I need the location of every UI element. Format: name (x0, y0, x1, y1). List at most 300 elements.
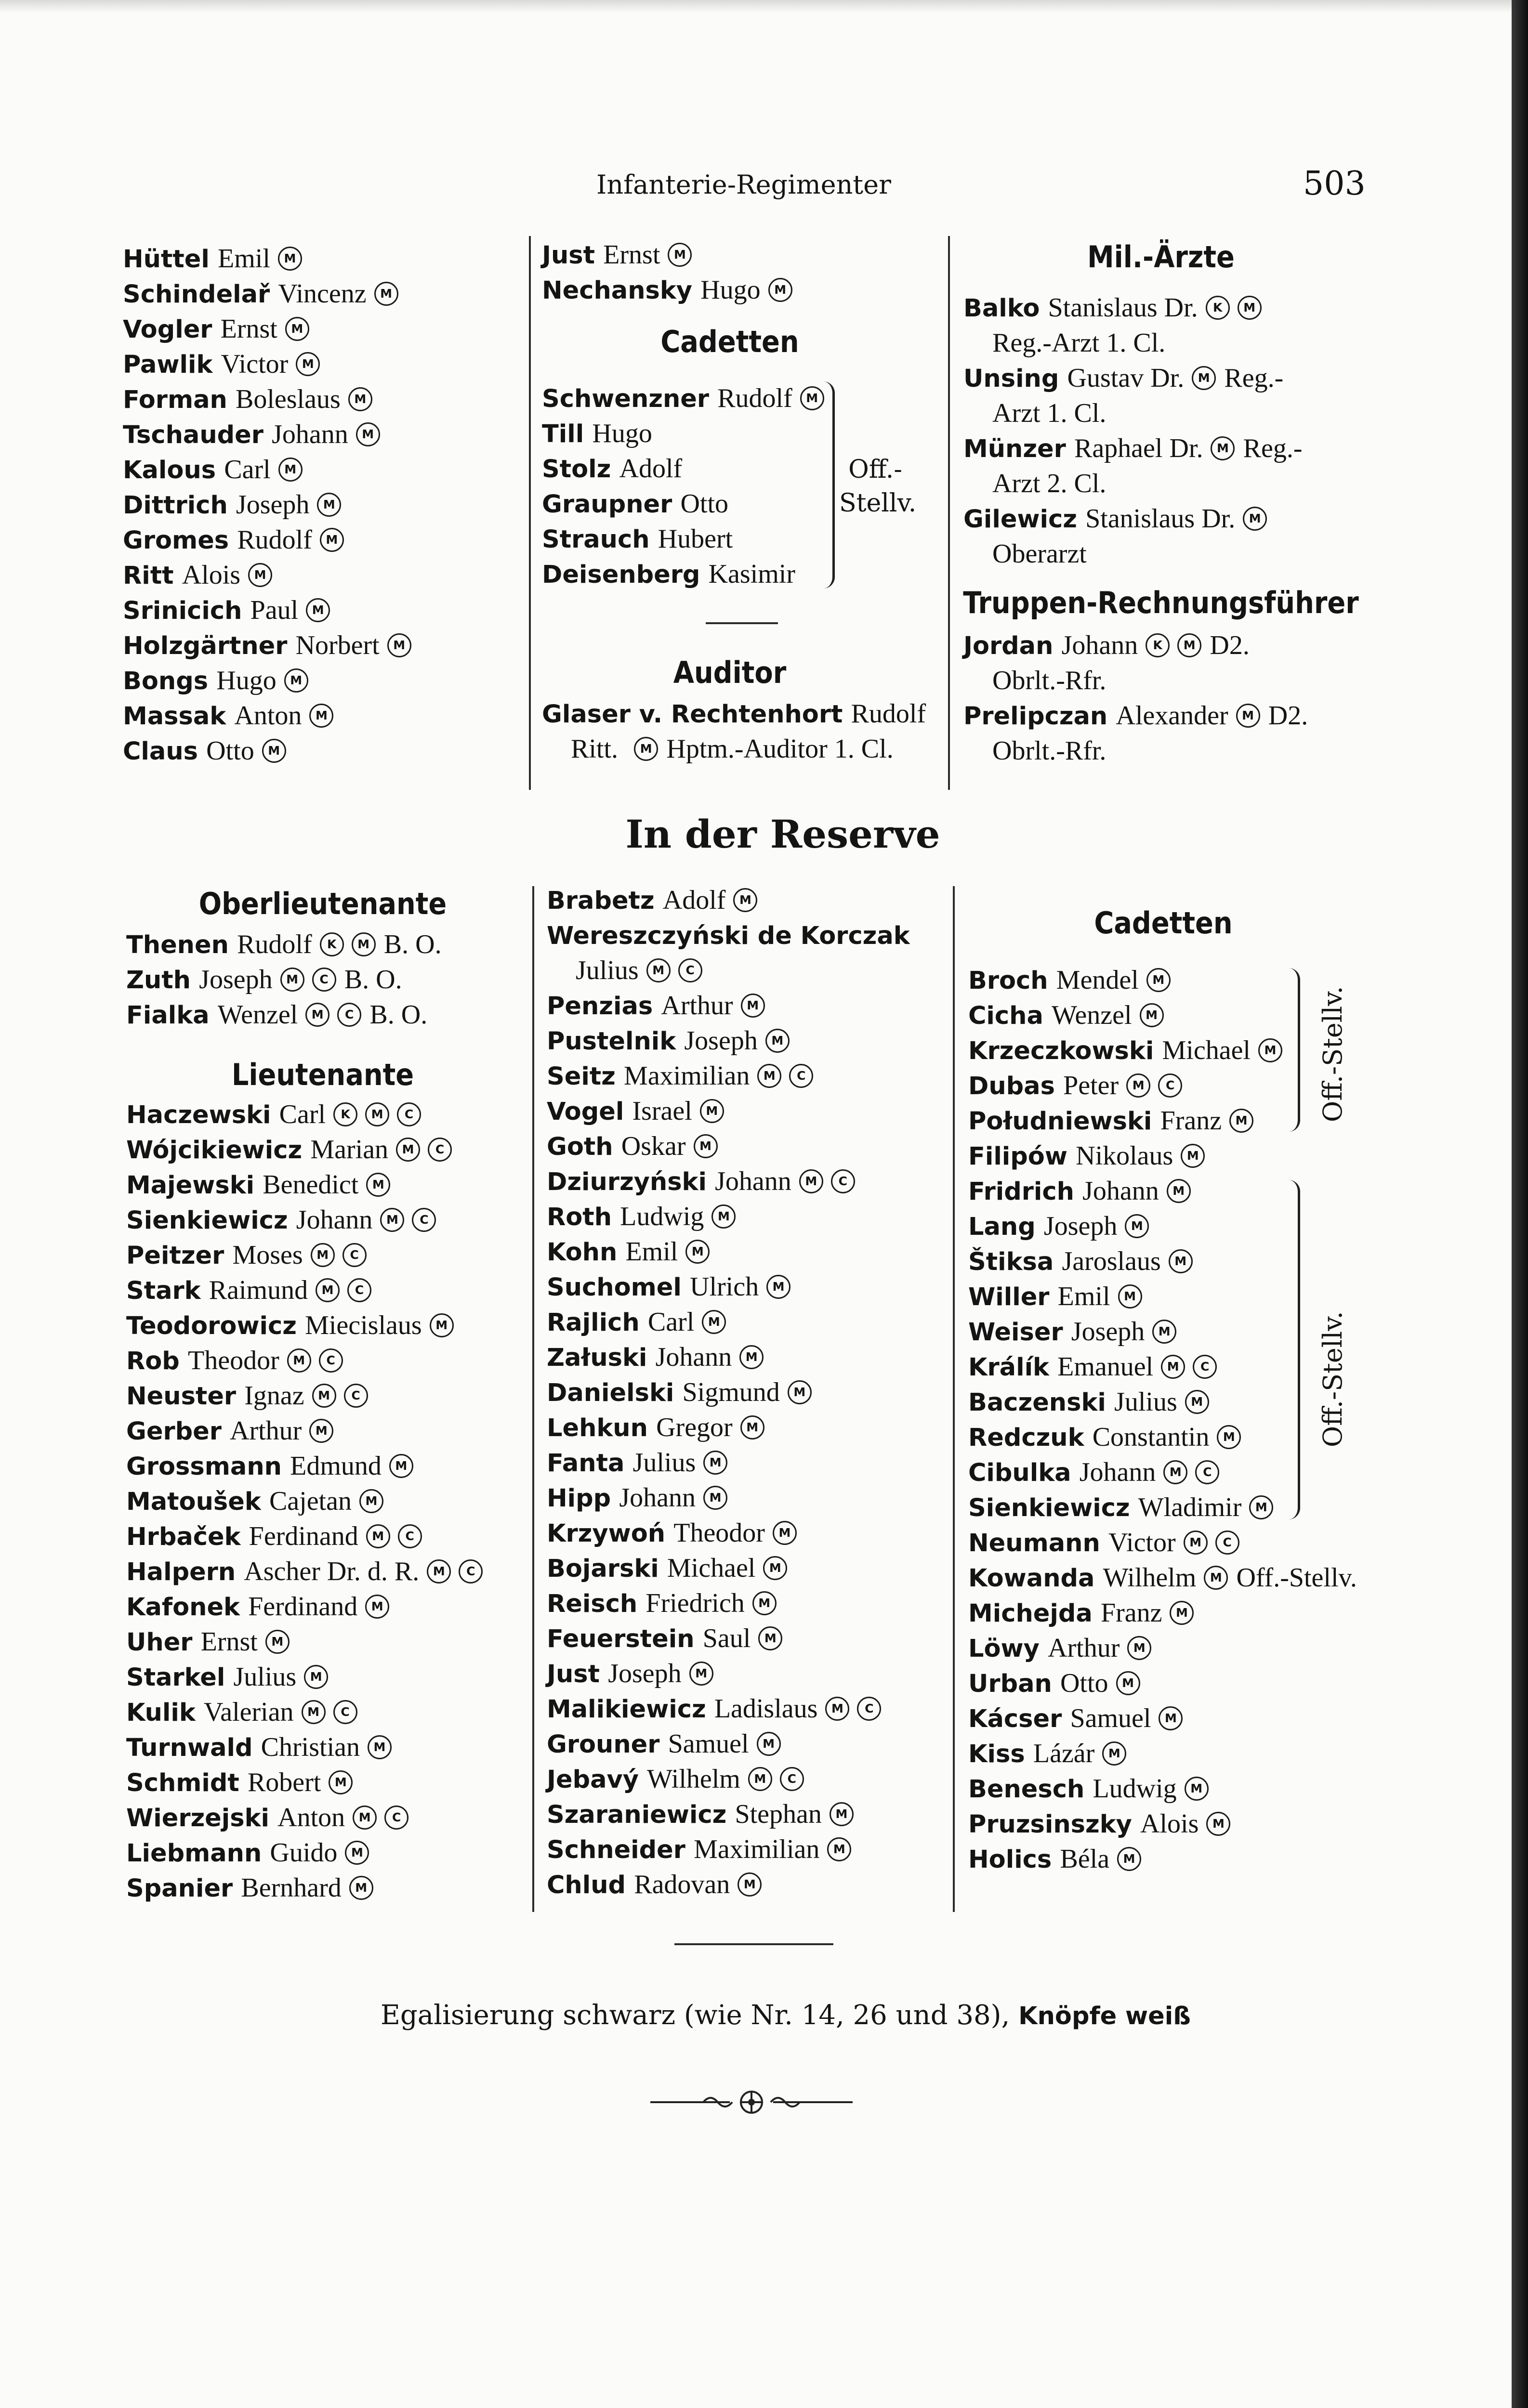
column-rule (532, 886, 534, 1912)
list-item (123, 487, 411, 522)
decoration-c-icon: C (831, 1169, 855, 1193)
list-item (126, 1378, 483, 1413)
decoration-m-icon: M (1229, 1109, 1253, 1133)
decoration-m-icon: M (694, 1134, 718, 1158)
decoration-m-icon: M (766, 1275, 790, 1299)
running-head: Infanterie-Regimenter (596, 170, 891, 200)
decoration-c-icon: C (333, 1700, 357, 1724)
entry-surname: Schneider (547, 1836, 685, 1864)
entry-surname: Sienkiewicz (126, 1206, 288, 1235)
entry-surname: Štiksa (968, 1248, 1054, 1276)
entry-given-name: Vincenz (278, 279, 367, 309)
decoration-m-icon: M (1204, 1566, 1228, 1590)
list-item (547, 1867, 910, 1902)
entry-surname: Ritt (123, 562, 174, 590)
list-item (126, 1308, 483, 1343)
list-item (968, 1665, 1357, 1701)
entry-surname: Załuski (547, 1344, 647, 1372)
list-item (547, 882, 910, 917)
entry-surname: Kácser (968, 1705, 1062, 1733)
brace-off-stellv (814, 381, 835, 589)
auditor-rank-post: Hptm.-Auditor 1. Cl. (666, 734, 894, 764)
entry-surname: Baczenski (968, 1388, 1106, 1417)
decoration-m-icon: M (296, 352, 320, 376)
rechnungsfuehrer-list (963, 628, 1308, 768)
entry-given-name: Victor (1108, 1528, 1176, 1557)
entry-given-name: Ferdinand (248, 1592, 358, 1622)
entry-given-name: Arthur (230, 1416, 302, 1446)
cadetten-heading: Cadetten (660, 324, 799, 359)
list-item-continuation (547, 953, 910, 988)
decoration-m-icon: M (827, 1837, 851, 1861)
entry-surname: Michejda (968, 1599, 1093, 1628)
entry-given-name: Friedrich (645, 1588, 745, 1618)
entry-surname: Redczuk (968, 1424, 1084, 1452)
entry-surname: Szaraniewicz (547, 1801, 727, 1829)
list-item (547, 1656, 910, 1691)
list-item (126, 1589, 483, 1624)
decoration-m-icon: M (711, 1204, 736, 1229)
entry-surname: Just (547, 1660, 600, 1688)
decoration-m-icon: M (285, 317, 309, 341)
entry-given-name: Franz (1160, 1106, 1222, 1136)
entry-given-name: Ferdinand (249, 1521, 358, 1551)
entry-surname: Fridrich (968, 1178, 1074, 1206)
list-item (547, 1585, 910, 1621)
entry-surname: Krzeczkowski (968, 1037, 1154, 1065)
auditor-line1 (542, 696, 926, 731)
entry-surname: Goth (547, 1133, 613, 1161)
entry-surname: Massak (123, 702, 226, 731)
decoration-m-icon: M (825, 1697, 849, 1721)
decoration-c-icon: C (344, 1384, 368, 1408)
entry-given-name: Bernhard (241, 1873, 342, 1903)
entry-surname: Starkel (126, 1663, 225, 1692)
decoration-m-icon: M (1211, 436, 1235, 460)
decoration-m-icon: M (702, 1310, 726, 1334)
entry-given-name: Wilhelm (647, 1764, 740, 1794)
entry-given-name: Ludwig (620, 1202, 704, 1231)
decoration-m-icon: M (1117, 1847, 1141, 1871)
entry-given-name: Raimund (209, 1275, 308, 1305)
decoration-m-icon: M (304, 1665, 328, 1689)
decoration-m-icon: M (1243, 507, 1267, 531)
entry-surname: Majewski (126, 1171, 255, 1200)
entry-given-name: Samuel (1070, 1703, 1151, 1733)
list-item (126, 962, 442, 997)
aerzte-heading: Mil.-Ärzte (1087, 239, 1235, 275)
entry-surname: Peitzer (126, 1242, 224, 1270)
entry-given-name: Lázár (1033, 1739, 1095, 1768)
decoration-m-icon: M (265, 1630, 290, 1654)
decoration-m-icon: M (1152, 1320, 1176, 1344)
decoration-m-icon: M (317, 493, 341, 517)
decoration-c-icon: C (428, 1138, 452, 1162)
list-item (547, 1199, 910, 1234)
decoration-m-icon: M (309, 1419, 333, 1443)
entry-given-name: Anton (277, 1803, 345, 1832)
decoration-c-icon: C (397, 1102, 421, 1126)
entry-surname: Balko (963, 294, 1040, 323)
entry-surname: Löwy (968, 1635, 1040, 1663)
list-item (123, 241, 411, 276)
list-item (547, 1304, 910, 1339)
entry-given-name: Julius (1114, 1387, 1177, 1417)
entry-surname: Hipp (547, 1484, 611, 1513)
entry-given-name: Otto (680, 489, 729, 519)
entry-surname: Sienkiewicz (968, 1494, 1130, 1522)
auditor-name: Glaser v. Rechtenhort (542, 700, 843, 729)
entry-given-name: Alexander (1116, 701, 1228, 731)
list-item (542, 556, 824, 591)
entry-given-name: Michael (667, 1553, 756, 1583)
entry-surname: Halpern (126, 1558, 236, 1586)
entry-surname: Suchomel (547, 1273, 682, 1302)
entry-surname: Lehkun (547, 1414, 648, 1442)
entry-given-name: Rudolf (717, 383, 792, 413)
list-item (123, 452, 411, 487)
entry-surname: Pruzsinszky (968, 1810, 1132, 1839)
list-item (123, 663, 411, 698)
decoration-m-icon: M (830, 1802, 854, 1826)
entry-surname: Danielski (547, 1379, 674, 1407)
entry-surname: Fanta (547, 1449, 625, 1478)
decoration-m-icon: M (284, 668, 308, 693)
decoration-m-icon: M (365, 1595, 389, 1619)
entry-surname: Gilewicz (963, 505, 1077, 534)
entry-given-name: Joseph (199, 965, 273, 995)
entry-given-name: Johann (272, 419, 348, 449)
decoration-m-icon: M (634, 737, 658, 761)
entry-surname: Stark (126, 1277, 201, 1305)
decoration-m-icon: M (1146, 968, 1171, 992)
entry-given-name: Kasimir (708, 559, 796, 589)
decoration-m-icon: M (773, 1521, 797, 1545)
entry-given-name: Julius (632, 1448, 696, 1478)
entry-surname: Dittrich (123, 491, 228, 520)
list-item (126, 1659, 483, 1694)
entry-given-name: Moses (232, 1240, 303, 1270)
list-item-continuation (963, 466, 1302, 501)
decoration-c-icon: C (412, 1208, 436, 1232)
entry-given-name: Julius (233, 1662, 297, 1692)
list-item (968, 1138, 1357, 1173)
entry-given-name: Adolf (662, 885, 726, 915)
entry-given-name: Wladimir (1138, 1492, 1242, 1522)
decoration-m-icon: M (703, 1486, 727, 1510)
decoration-m-icon: M (763, 1556, 787, 1580)
decoration-m-icon: M (748, 1767, 772, 1791)
brace-label-line1: Off.- (848, 455, 902, 484)
list-item (542, 272, 792, 307)
list-item (123, 628, 411, 663)
entry-given-name: Otto (1060, 1668, 1108, 1698)
entry-surname: Willer (968, 1283, 1050, 1311)
list-item (126, 1167, 483, 1202)
entry-surname: Chlud (547, 1871, 626, 1899)
list-item (547, 1832, 910, 1867)
entry-surname: Prelipczan (963, 702, 1108, 731)
entry-surname: Kafonek (126, 1593, 240, 1622)
list-item (542, 237, 792, 272)
entry-given-name: Michael (1162, 1035, 1251, 1065)
entry-surname: Schwenzner (542, 385, 710, 413)
decoration-m-icon: M (788, 1380, 812, 1404)
decoration-m-icon: M (1206, 1812, 1230, 1836)
entry-surname: Grossmann (126, 1453, 282, 1481)
decoration-m-icon: M (352, 932, 376, 956)
decoration-c-icon: C (1215, 1531, 1239, 1555)
list-item (542, 521, 824, 556)
list-item (968, 1736, 1357, 1771)
decoration-m-icon: M (1161, 1355, 1185, 1379)
list-item (126, 1097, 483, 1132)
column-rule (529, 236, 531, 790)
list-item (542, 380, 824, 416)
decoration-m-icon: M (320, 528, 344, 552)
list-item (963, 431, 1302, 466)
entry-given-name: Wenzel (217, 1000, 298, 1030)
entry-surname: Pawlik (123, 351, 213, 379)
entry-given-name: Sigmund (682, 1377, 780, 1407)
auditor-entry (542, 696, 926, 766)
entry-given-name: Raphael Dr. (1074, 433, 1203, 463)
entry-given-name: Valerian (203, 1697, 294, 1727)
list-item (547, 1234, 910, 1269)
decoration-c-icon: C (337, 1003, 361, 1027)
list-item-continuation (963, 733, 1308, 768)
decoration-m-icon: M (1249, 1495, 1273, 1519)
entry-given-name: Maximilian (694, 1834, 820, 1864)
decoration-m-icon: M (768, 278, 792, 302)
decoration-c-icon: C (857, 1697, 881, 1721)
decoration-m-icon: M (1185, 1390, 1209, 1414)
entry-continuation-text: Reg.-Arzt 1. Cl. (992, 328, 1166, 358)
list-item (123, 557, 411, 592)
decoration-m-icon: M (758, 1626, 782, 1650)
entry-given-name: Israel (632, 1096, 692, 1126)
officer-list-top (123, 241, 411, 768)
decoration-c-icon: C (342, 1243, 367, 1267)
entry-surname: Kowanda (968, 1564, 1095, 1593)
entry-surname: Gerber (126, 1417, 222, 1446)
decoration-m-icon: M (427, 1559, 451, 1584)
entry-surname: Południewski (968, 1107, 1152, 1136)
list-item-continuation (963, 325, 1302, 360)
list-item (123, 522, 411, 557)
vertical-label-off-stellv-2: Off.-Stellv. (1317, 1311, 1348, 1447)
list-item (547, 1410, 910, 1445)
entry-surname: Rob (126, 1347, 180, 1375)
entry-rank-note: Reg.- (1243, 433, 1303, 463)
entry-surname: Brabetz (547, 887, 655, 915)
list-item (123, 311, 411, 346)
list-item (123, 381, 411, 417)
list-item (123, 592, 411, 628)
list-item (126, 997, 442, 1032)
auditor-rank-pre: Ritt. (571, 734, 619, 764)
decoration-m-icon: M (1184, 1531, 1208, 1555)
entry-surname: Kohn (547, 1238, 618, 1267)
entry-given-name: Victor (221, 349, 289, 379)
entry-given-name: Emil (1057, 1282, 1110, 1311)
oberlieutenante-heading: Oberlieutenante (198, 886, 447, 921)
decoration-m-icon: M (668, 243, 692, 267)
entry-surname: Králík (968, 1353, 1049, 1382)
decoration-m-icon: M (380, 1208, 404, 1232)
decoration-m-icon: M (1126, 1073, 1150, 1098)
entry-given-name: Ernst (220, 314, 277, 344)
entry-given-name: Carl (279, 1099, 326, 1129)
list-item (542, 416, 824, 451)
brace-label-line2: Stellv. (839, 489, 917, 518)
decoration-m-icon: M (302, 1700, 326, 1724)
list-item (963, 290, 1302, 325)
list-item (968, 1701, 1357, 1736)
decoration-m-icon: M (1116, 1671, 1140, 1695)
entry-given-name: Johann (1082, 1176, 1159, 1206)
entry-given-name: Saul (702, 1623, 751, 1653)
list-item (126, 1870, 483, 1905)
entry-given-name: Samuel (668, 1729, 749, 1759)
list-item (547, 1269, 910, 1304)
entry-surname: Urban (968, 1670, 1052, 1698)
decoration-m-icon: M (309, 704, 333, 728)
decoration-c-icon: C (312, 968, 336, 992)
list-item (968, 1841, 1357, 1876)
entry-surname: Holics (968, 1845, 1052, 1874)
list-item (126, 1518, 483, 1554)
entry-surname: Malikiewicz (547, 1695, 706, 1724)
decoration-m-icon: M (1127, 1636, 1151, 1660)
entry-surname: Filipów (968, 1142, 1067, 1171)
entry-given-name: Johann (296, 1205, 373, 1235)
auditor-line2 (542, 731, 926, 766)
decoration-m-icon: M (329, 1770, 353, 1794)
list-item (547, 1058, 910, 1093)
entry-given-name: Johann (1061, 630, 1138, 660)
decoration-m-icon: M (312, 1384, 336, 1408)
list-item (547, 1128, 910, 1164)
entry-surname: Jordan (963, 632, 1054, 660)
entry-surname: Holzgärtner (123, 632, 288, 660)
list-item (547, 988, 910, 1023)
oberlieutenante-list (126, 927, 442, 1032)
list-item (123, 698, 411, 733)
entry-given-name: Benedict (263, 1170, 359, 1200)
list-item (542, 451, 824, 486)
divider-bottom (674, 1943, 833, 1945)
list-item (968, 1595, 1357, 1630)
entry-surname: Tschauder (123, 421, 263, 449)
list-item (547, 1339, 910, 1374)
entry-given-name: Joseph (1071, 1317, 1145, 1347)
decoration-c-icon: C (459, 1559, 483, 1584)
list-item (126, 1413, 483, 1448)
entry-surname: Seitz (547, 1062, 616, 1091)
decoration-m-icon: M (800, 386, 824, 410)
entry-surname: Dubas (968, 1072, 1055, 1100)
entry-surname: Matoušek (126, 1488, 261, 1516)
decoration-m-icon: M (278, 247, 302, 271)
ornament-icon (650, 2085, 853, 2119)
decoration-m-icon: M (1159, 1706, 1183, 1730)
entry-surname: Wójcikiewicz (126, 1136, 303, 1165)
list-item (547, 1621, 910, 1656)
entry-given-name: Alois (1140, 1809, 1199, 1839)
entry-given-name: Rudolf (237, 929, 312, 959)
decoration-c-icon: C (1195, 1460, 1219, 1484)
entry-surname: Hüttel (123, 245, 210, 274)
reserve-heading: In der Reserve (625, 811, 940, 857)
entry-given-name: Ladislaus (714, 1694, 818, 1724)
decoration-m-icon: M (305, 1003, 329, 1027)
cadetten-list (542, 380, 824, 591)
rechnungsfuehrer-heading: Truppen-Rechnungsführer (963, 585, 1359, 620)
entry-given-name: Joseph (608, 1659, 682, 1688)
entry-surname: Penzias (547, 992, 653, 1021)
entry-surname: Cicha (968, 1002, 1043, 1030)
decoration-m-icon: M (741, 994, 765, 1018)
decoration-m-icon: M (799, 1169, 823, 1193)
entry-continuation-text: Obrlt.-Rfr. (992, 666, 1106, 695)
decoration-m-icon: M (765, 1029, 790, 1053)
entry-surname: Broch (968, 967, 1048, 995)
decoration-m-icon: M (685, 1240, 710, 1264)
list-item (547, 1515, 910, 1550)
entry-given-name: Wenzel (1052, 1000, 1132, 1030)
entry-given-name: Hugo (700, 275, 761, 305)
reserve-officer-list (547, 882, 910, 1902)
entry-given-name: Radovan (634, 1870, 730, 1899)
decoration-c-icon: C (1158, 1073, 1182, 1098)
list-item (547, 1796, 910, 1832)
entry-surname: Schindelař (123, 280, 270, 309)
entry-given-name: Johann (1079, 1457, 1156, 1487)
decoration-m-icon: M (345, 1841, 369, 1865)
entry-given-name: Constantin (1092, 1422, 1210, 1452)
entry-surname: Graupner (542, 490, 672, 519)
decoration-k-icon: K (320, 932, 344, 956)
entry-given-name: Johann (619, 1483, 696, 1513)
decoration-k-icon: K (1206, 296, 1230, 320)
entry-given-name: Theodor (673, 1518, 765, 1548)
entry-given-name: Ascher Dr. d. R. (244, 1557, 420, 1586)
decoration-m-icon: M (1140, 1003, 1164, 1027)
entry-given-name: Béla (1060, 1844, 1110, 1874)
decoration-m-icon: M (646, 958, 671, 982)
auditor-heading: Auditor (673, 655, 787, 690)
list-item (547, 1023, 910, 1058)
entry-given-name: Theodor (188, 1346, 279, 1375)
lieutenante-heading: Lieutenante (231, 1057, 414, 1092)
entry-given-name: Carl (224, 455, 271, 484)
entry-given-name: Guido (270, 1838, 338, 1868)
entry-given-name: Wilhelm (1103, 1563, 1197, 1593)
list-item (547, 1374, 910, 1410)
decoration-m-icon: M (1177, 633, 1201, 657)
entry-surname: Roth (547, 1203, 612, 1231)
entry-surname: Neumann (968, 1529, 1100, 1557)
entry-surname: Teodorowicz (126, 1312, 297, 1340)
decoration-c-icon: C (398, 1524, 422, 1548)
entry-surname: Bojarski (547, 1555, 659, 1583)
entry-given-name: Maximilian (624, 1061, 750, 1091)
decoration-c-icon: C (384, 1806, 408, 1830)
list-item (968, 1771, 1357, 1806)
column-rule (948, 236, 950, 790)
decoration-k-icon: K (1146, 633, 1170, 657)
